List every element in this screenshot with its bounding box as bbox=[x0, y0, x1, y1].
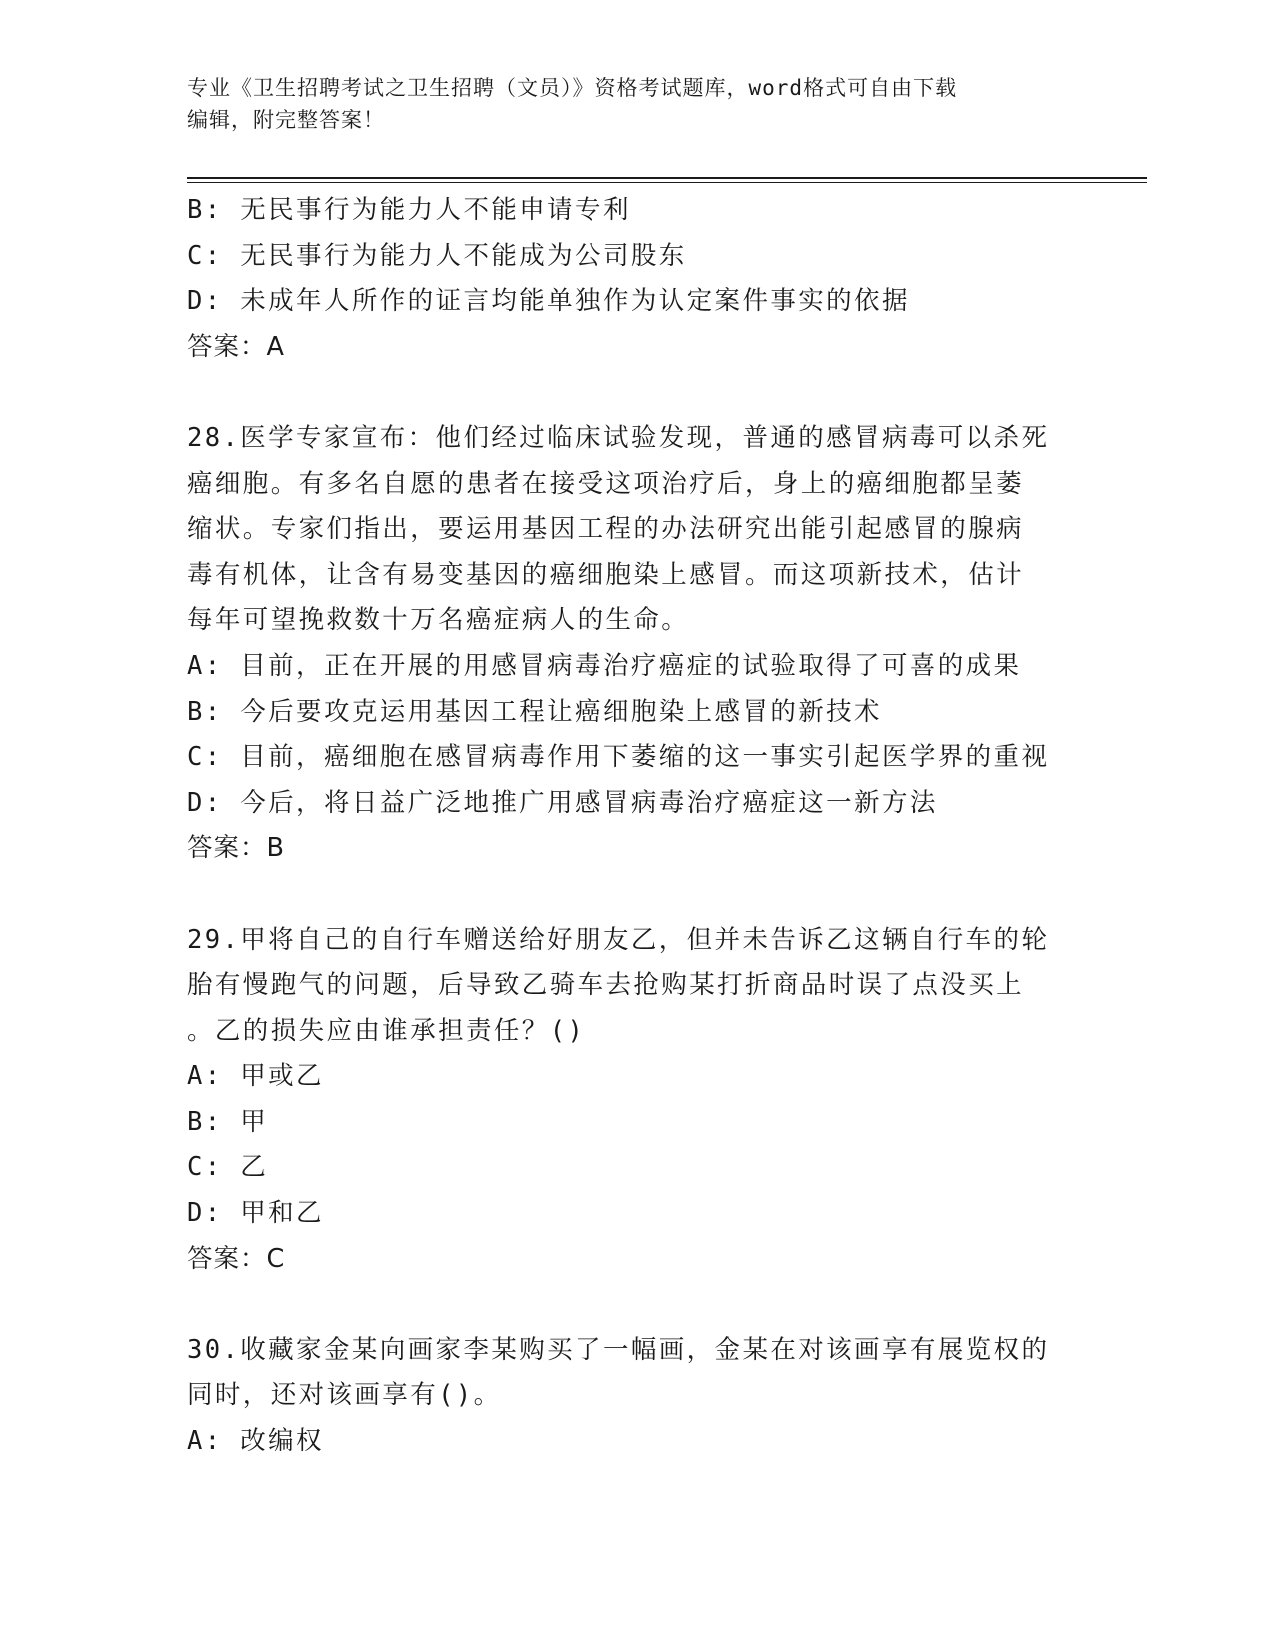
question-stem-line: 缩状。专家们指出，要运用基因工程的办法研究出能引起感冒的腺病 bbox=[187, 514, 1025, 545]
answer: 答案：B bbox=[187, 833, 285, 864]
option-d: D: 未成年人所作的证言均能单独作为认定案件事实的依据 bbox=[187, 286, 910, 317]
option-c: C: 无民事行为能力人不能成为公司股东 bbox=[187, 240, 687, 271]
question-29 bbox=[187, 918, 1087, 1283]
header-divider-thick bbox=[187, 177, 1147, 179]
question-28 bbox=[187, 416, 1087, 872]
option-b: B: 甲 bbox=[187, 1106, 269, 1137]
header-line-2: 编辑，附完整答案！ bbox=[187, 108, 385, 132]
option-a: A: 甲或乙 bbox=[187, 1061, 324, 1092]
header-line-1: 专业《卫生招聘考试之卫生招聘（文员）》资格考试题库，word格式可自由下载 bbox=[187, 76, 958, 100]
question-list bbox=[187, 188, 1087, 1465]
option-c: C: 乙 bbox=[187, 1152, 269, 1183]
spacer bbox=[187, 1282, 1087, 1328]
answer: 答案：C bbox=[187, 1243, 286, 1274]
answer: 答案：A bbox=[187, 331, 285, 362]
question-stem-line: 30.收藏家金某向画家李某购买了一幅画，金某在对该画享有展览权的 bbox=[187, 1334, 1050, 1365]
question-27 bbox=[187, 188, 1087, 370]
option-a: A: 目前，正在开展的用感冒病毒治疗癌症的试验取得了可喜的成果 bbox=[187, 650, 1022, 681]
option-d: D: 今后，将日益广泛地推广用感冒病毒治疗癌症这一新方法 bbox=[187, 787, 938, 818]
option-b: B: 今后要攻克运用基因工程让癌细胞染上感冒的新技术 bbox=[187, 696, 882, 727]
question-stem-line: 胎有慢跑气的问题，后导致乙骑车去抢购某打折商品时误了点没买上 bbox=[187, 970, 1025, 1001]
option-d: D: 甲和乙 bbox=[187, 1198, 324, 1229]
spacer bbox=[187, 872, 1087, 918]
question-stem-line: 毒有机体，让含有易变基因的癌细胞染上感冒。而这项新技术，估计 bbox=[187, 559, 1025, 590]
option-c: C: 目前，癌细胞在感冒病毒作用下萎缩的这一事实引起医学界的重视 bbox=[187, 742, 1050, 773]
question-30 bbox=[187, 1328, 1087, 1465]
question-stem-line: 同时，还对该画享有()。 bbox=[187, 1380, 502, 1411]
question-stem-line: 癌细胞。有多名自愿的患者在接受这项治疗后，身上的癌细胞都呈萎 bbox=[187, 468, 1025, 499]
header-divider-thin bbox=[187, 182, 1147, 183]
question-stem-line: 28.医学专家宣布：他们经过临床试验发现，普通的感冒病毒可以杀死 bbox=[187, 422, 1050, 453]
option-a: A: 改编权 bbox=[187, 1426, 324, 1457]
question-stem-line: 。乙的损失应由谁承担责任？() bbox=[187, 1015, 586, 1046]
question-stem-line: 29.甲将自己的自行车赠送给好朋友乙，但并未告诉乙这辆自行车的轮 bbox=[187, 924, 1050, 955]
document-header bbox=[187, 72, 1067, 136]
question-stem-line: 每年可望挽救数十万名癌症病人的生命。 bbox=[187, 605, 690, 636]
spacer bbox=[187, 370, 1087, 416]
option-b: B: 无民事行为能力人不能申请专利 bbox=[187, 195, 631, 225]
